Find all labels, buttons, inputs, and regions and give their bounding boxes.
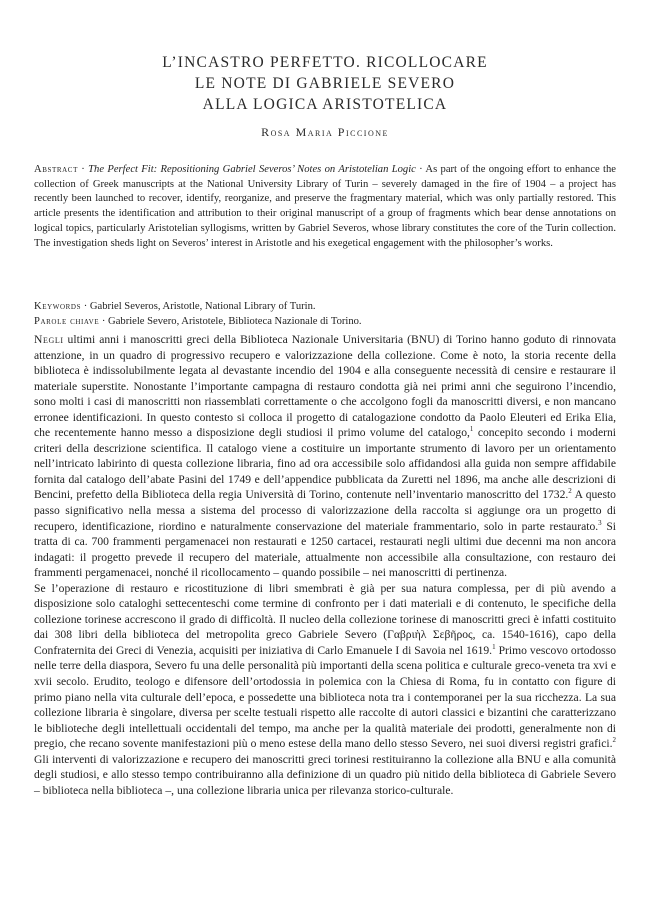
- paragraph-lead-word: Negli: [34, 333, 64, 346]
- keywords-line: [34, 300, 616, 315]
- article-title: [40, 52, 610, 115]
- footnote-ref[interactable]: 2: [612, 736, 616, 745]
- article-body: [34, 332, 616, 798]
- paragraph-text: concepito secondo i moderni criteri della descrizione scientifica. Il catalogo viene a costituire un importante strumento di lavoro per un orientamento nell’intricato labirinto di questa collezione libraria, fino ad ora accessibile solo affidandosi alla guida non sempre affidabile fornita dal catalogo dell’abate Pasini del 1749 e dell’appendice pubblicata da Zuretti nel 1896, ma anche alle descrizioni di Bencini, prefetto della Biblioteca della regia Università di Torino, contenute nell’inventario manoscritto del 1732.: [34, 426, 616, 502]
- abstract-block: [34, 163, 616, 251]
- keywords-text: · Gabriel Severos, Aristotle, National Library of Turin.: [81, 301, 316, 312]
- footnote-ref[interactable]: 1: [469, 425, 474, 434]
- abstract-label: Abstract: [34, 164, 78, 175]
- parole-chiave-label: Parole chiave: [34, 315, 100, 327]
- footnote-ref[interactable]: 2: [568, 487, 572, 496]
- paragraph-text: Si tratta di ca. 700 frammenti pergamenacei non restaurati e 1250 cartacei, restaurati negli ultimi due decenni ma non ancora indagati: il progetto prevede il recupero del materiale, attualmente non accessibile alla consultazione, con restauro dei frammenti pergamenacei, nonché il ricollocamento – quando possibile – nei manoscritti di pertinenza.: [34, 519, 616, 580]
- parole-chiave-line: [34, 315, 616, 330]
- abstract-separator: ·: [77, 164, 89, 175]
- body-paragraph-2: [34, 581, 616, 799]
- body-paragraph-1: [34, 332, 616, 581]
- title-line-3: ALLA LOGICA ARISTOTELICA: [202, 96, 448, 113]
- keywords-label: Keywords: [34, 301, 82, 312]
- title-line-2: LE NOTE DI GABRIELE SEVERO: [194, 75, 456, 92]
- paragraph-text: Se l’operazione di restauro e ricostituzione di libri smembrati è già per sua natura complessa, per di più avendo a disposizione solo cataloghi settecenteschi come termine di confronto per i dati materiali e di contenuto, le specifiche della collezione torinese accrescono il grado di difficoltà. Il nucleo della collezione torinese di manoscritti greci è infatti costituito dai 308 libri della biblioteca del metropolita greco Gabriele Severo (Γαβριὴλ Σεβῆρος, ca. 1540-1616), capo della Confraternita dei Greci di Venezia, acquisiti per iniziativa di Carlo Emanuele I di Savoia nel 1619.: [34, 581, 616, 657]
- paragraph-text: Primo vescovo ortodosso nelle terre della diaspora, Severo fu una delle personalità più importanti della scena politica e culturale greco-veneta tra xvi e xvii secolo. Erudito, teologo e difensore dell’ortodossia in polemica con la Chiesa di Roma, fu in contatto con figure di primo piano nella vita culturale dell’epoca, e possedette una biblioteca nota tra i contemporanei per la sua ricchezza. La sua collezione libraria è singolare, diversa per scelte testuali rispetto alle raccolte di autori classici e bizantini che caratterizzano le biblioteche degli intellettuali occidentali del tempo, ma anche per la qualità materiale dei prodotti, generalmente non di pregio, che recano sovente manifestazioni più o meno estese della mano dello stesso Severo, nei suoi diversi registri grafici.: [34, 643, 617, 751]
- footnote-ref[interactable]: 1: [492, 643, 496, 652]
- paragraph-text: Gli interventi di valorizzazione e recupero dei manoscritti greci torinesi restituiranno la collezione alla BNU e alla comunità degli studiosi, e allo stesso tempo contribuiranno alla definizione di un quadro più nitido della biblioteca di Gabriele Severo – biblioteca nella biblioteca –, una collezione libraria unica per rilevanza storico-culturale.: [34, 752, 616, 797]
- footnote-ref[interactable]: 3: [598, 518, 602, 527]
- abstract-text: · As part of the ongoing effort to enhance the collection of Greek manuscripts at the National University Library of Turin – severely damaged in the fire of 1904 – a project has recently been launched to recover, identify, reorganize, and preserve the fragmentary material, which was only partially restored. This article presents the identification and attribution to their original manuscript of a group of fragments which bear dense annotations on logical topics, particularly Aristotelian syllogisms, written by Gabriel Severos, whose library constitutes the core of the Turin collection. The investigation sheds light on Severos’ interest in Aristotle and his exegetical engagement with the philosopher’s works.: [34, 164, 616, 249]
- paragraph-text: A questo passo significativo nella messa a sistema del processo di valorizzazione della raccolta si aggiunge ora un progetto di recupero, identificazione, riordino e naturalmente conservazione del materiale frammentario, solo in parte restaurato.: [34, 488, 616, 533]
- parole-chiave-text: · Gabriele Severo, Aristotele, Biblioteca Nazionale di Torino.: [99, 315, 362, 327]
- paragraph-text: ultimi anni i manoscritti greci della Biblioteca Nazionale Universitaria (BNU) di Torino hanno goduto di rinnovata attenzione, in un quadro di progressivo recupero e valorizzazione della collezione. Come è noto, la storia recente della biblioteca è indissolubilmente legata al devastante incendio del 1904 e alla conseguente necessità di censire e restaurare il materiale superstite. Nonostante l’importante campagna di restauro condotta già nei primi anni che seguirono l’incendio, sono molti i casi di manoscritti non riassemblati correttamente o che accolgono fogli da manoscritti diversi, e non mancano erronee identificazioni. In questo contesto si colloca il progetto di catalogazione condotto da Paolo Eleuteri ed Erika Elia, che recentemente hanno messo a disposizione degli studiosi il primo volume del catalogo,: [34, 333, 616, 440]
- author-name: Rosa Maria Piccione: [261, 125, 389, 139]
- title-line-1: L’INCASTRO PERFETTO. RICOLLOCARE: [162, 54, 488, 71]
- abstract-english-title: The Perfect Fit: Repositioning Gabriel Severos’ Notes on Aristotelian Logic: [88, 164, 416, 175]
